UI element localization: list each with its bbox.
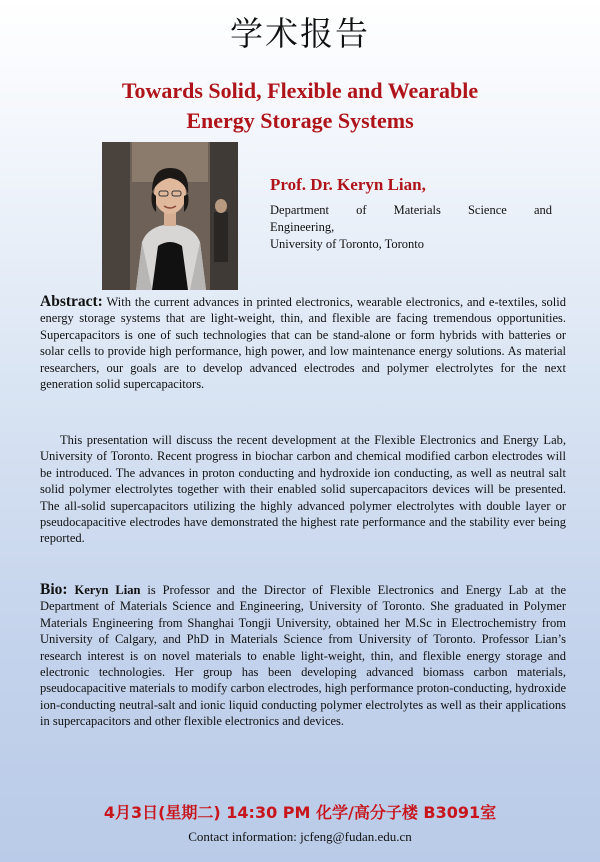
- event-details: 4月3日(星期二) 14:30 PM 化学/高分子楼 B3091室: [103, 803, 497, 822]
- abstract-label: Abstract:: [40, 293, 103, 310]
- speaker-photo-illustration: [102, 142, 238, 290]
- talk-title: [40, 76, 560, 136]
- affiliation-line-1: Department of Materials Science and: [270, 203, 552, 217]
- bio-paragraph: [40, 582, 566, 730]
- bio-speaker-name: Keryn Lian: [74, 583, 141, 597]
- speaker-affiliation: [270, 202, 552, 253]
- speaker-photo: [102, 142, 238, 290]
- poster-title-chinese: 学术报告: [230, 14, 370, 53]
- presentation-paragraph: This presentation will discuss the recent development at the Flexible Electronics and Energy Lab, University of Toronto. Recent progress in biochar carbon and chemical modified carbon electrodes will be introduced. The advances in proton conducting and hydroxide ion conducting, as well as neutral salt solid polymer electrolytes together with their enabled solid supercapacitors devices will be presented. The all-solid supercapacitors utilizing the highly advanced polymer electrolytes with double layer or pseudocapacitive electrodes have demonstrated the highest rate performance and the stability ever being reported.: [40, 433, 566, 546]
- talk-title-line-1: Towards Solid, Flexible and Wearable: [121, 78, 479, 103]
- abstract-paragraph: [40, 294, 566, 392]
- bio-text: is Professor and the Director of Flexible Electronics and Energy Lab at the Department of Materials Science and Engineering, University of Toronto. She graduated in Polymer Materials Engineering from Shanghai Tongji University, obtained her M.Sc in Electrochemistry from University of Calgary, and PhD in Materials Science from University of Toronto. Professor Lian’s research interest is on novel materials to enable light-weight, thin, and flexible energy storage and electronic technologies. Her group has been developing advanced biomass carbon materials, pseudocapacitive materials to modify carbon electrodes, high performance proton-conducting, hydroxide ion-conducting neutral-salt and ionic liquid conducting polymer electrolytes as well as their applications in supercapacitors and other flexible electronics and devices.: [40, 583, 567, 729]
- bio-label: Bio:: [40, 581, 68, 598]
- affiliation-line-3: University of Toronto, Toronto: [270, 237, 425, 251]
- speaker-name: Prof. Dr. Keryn Lian,: [270, 175, 426, 194]
- affiliation-line-2: Engineering,: [270, 220, 335, 234]
- talk-title-line-2: Energy Storage Systems: [186, 108, 414, 133]
- contact-information: Contact information: jcfeng@fudan.edu.cn: [188, 829, 412, 844]
- abstract-text: With the current advances in printed electronics, wearable electronics, and e-textiles, solid energy storage systems that are light-weight, thin, and flexible are facing tremendous opportunities. Supercapacitors is one of such technologies that can be stand-alone or form hybrids with batteries or solar cells to provide high performance, high power, and low maintenance energy solutions. As material researchers, our goals are to develop advanced electrodes and polymer electrolytes for the next generation solid supercapacitors.: [40, 295, 566, 392]
